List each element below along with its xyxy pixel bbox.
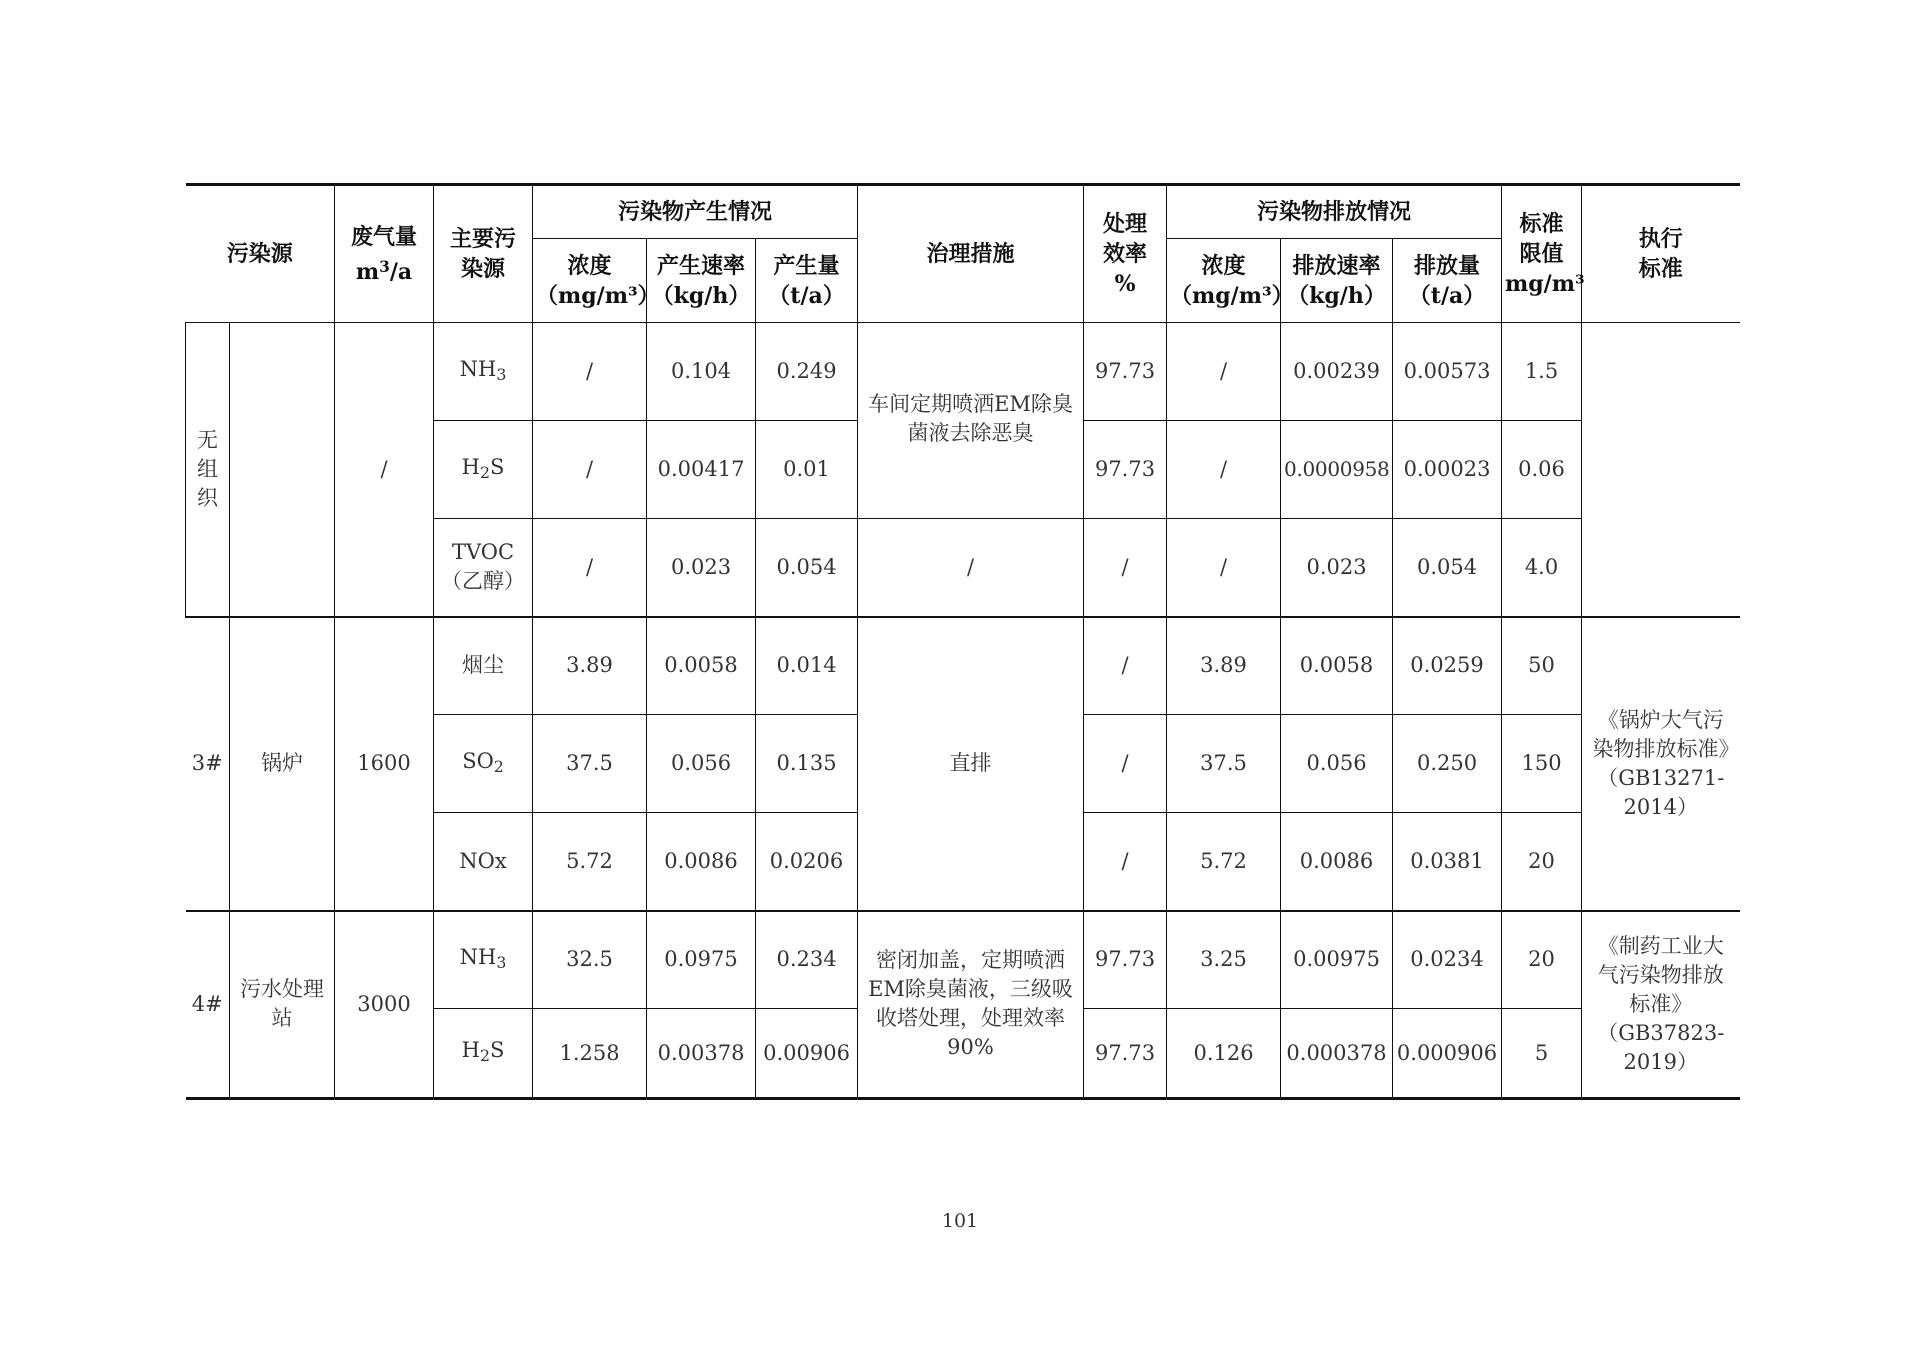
pollutant-cell [434, 715, 533, 813]
emi-conc-cell: / [1167, 519, 1281, 617]
unorganized-measures: 车间定期喷洒EM除臭菌液去除恶臭 [858, 323, 1084, 519]
gen-amount-cell: 0.01 [756, 421, 858, 519]
emi-amount-cell: 0.0234 [1393, 911, 1502, 1009]
gen-amount-cell: 0.249 [756, 323, 858, 421]
pollutant-main: SO [462, 748, 494, 773]
header-emi-amount-unit: （t/a） [1408, 282, 1486, 309]
header-main-pollutant-line2: 染源 [461, 256, 506, 282]
efficiency-cell: 97.73 [1084, 1009, 1167, 1099]
gen-amount-cell: 0.00906 [756, 1009, 858, 1099]
emi-rate-cell: 0.0086 [1281, 813, 1393, 911]
emission-table [185, 183, 1740, 1100]
boiler-gas-volume: 1600 [335, 617, 434, 911]
efficiency-cell: 97.73 [1084, 421, 1167, 519]
header-efficiency-line2: 效率 [1103, 241, 1148, 267]
gen-rate-cell: 0.0058 [647, 617, 756, 715]
header-emi-rate-label: 排放速率 [1292, 252, 1381, 279]
limit-cell: 20 [1502, 813, 1582, 911]
pollutant-tail: S [490, 1038, 505, 1063]
header-efficiency [1084, 185, 1167, 323]
header-main-pollutant-line1: 主要污 [450, 226, 517, 252]
limit-cell: 50 [1502, 617, 1582, 715]
measures-cell: / [858, 519, 1084, 617]
gen-amount-cell: 0.054 [756, 519, 858, 617]
unorganized-standard-empty [1582, 323, 1740, 617]
gen-amount-cell: 0.234 [756, 911, 858, 1009]
gen-rate-cell: 0.00417 [647, 421, 756, 519]
efficiency-cell: 97.73 [1084, 911, 1167, 1009]
header-standard-line1: 执行 [1638, 226, 1683, 252]
gen-amount-cell: 0.0206 [756, 813, 858, 911]
header-main-pollutant [434, 185, 533, 323]
emi-amount-cell: 0.00573 [1393, 323, 1502, 421]
gen-amount-cell: 0.135 [756, 715, 858, 813]
header-limit-line3: mg/m³ [1505, 271, 1585, 297]
pollutant-cell: NOx [434, 813, 533, 911]
gen-rate-cell: 0.0086 [647, 813, 756, 911]
efficiency-cell: / [1084, 519, 1167, 617]
header-emi-amount-label: 排放量 [1414, 252, 1481, 279]
limit-cell: 20 [1502, 911, 1582, 1009]
emi-amount-cell: 0.0259 [1393, 617, 1502, 715]
header-limit [1502, 185, 1585, 323]
table-row [186, 911, 1740, 1009]
gen-conc-cell: 32.5 [533, 911, 647, 1009]
header-gen-amount-unit: （t/a） [768, 282, 845, 309]
emi-conc-cell: 0.126 [1167, 1009, 1281, 1099]
wastewater-measures: 密闭加盖，定期喷洒EM除臭菌液，三级吸收塔处理，处理效率90% [858, 911, 1084, 1099]
efficiency-cell: / [1084, 715, 1167, 813]
boiler-measures: 直排 [858, 617, 1084, 911]
header-emi-conc [1167, 239, 1294, 323]
emi-conc-cell: 3.89 [1167, 617, 1281, 715]
limit-cell: 1.5 [1502, 323, 1582, 421]
efficiency-cell: / [1084, 813, 1167, 911]
header-source: 污染源 [186, 185, 335, 323]
pollutant-cell [434, 323, 533, 421]
pollutant-cell [434, 519, 533, 617]
header-row-1 [186, 185, 1740, 239]
emi-conc-cell: 37.5 [1167, 715, 1281, 813]
gen-rate-cell: 0.0975 [647, 911, 756, 1009]
pollutant-sub: 2 [479, 462, 490, 482]
emi-rate-cell: 0.056 [1281, 715, 1393, 813]
pollutant-line1: TVOC [451, 540, 515, 565]
gen-conc-cell: 37.5 [533, 715, 647, 813]
header-emi-rate [1281, 239, 1393, 323]
header-generation-group: 污染物产生情况 [533, 185, 858, 239]
pollutant-main: H [461, 454, 480, 479]
header-limit-line1: 标准 [1519, 211, 1564, 237]
pollutant-cell [434, 421, 533, 519]
limit-cell: 0.06 [1502, 421, 1582, 519]
emi-rate-cell: 0.00975 [1281, 911, 1393, 1009]
header-gas-volume [335, 185, 434, 323]
table-row [186, 617, 1740, 715]
header-gas-volume-label: 废气量 [351, 223, 418, 250]
efficiency-cell: / [1084, 617, 1167, 715]
header-gen-rate [647, 239, 756, 323]
gen-amount-cell: 0.014 [756, 617, 858, 715]
boiler-name: 锅炉 [230, 617, 335, 911]
emi-rate-cell: 0.0000958 [1281, 421, 1393, 519]
header-gas-volume-unit: m [355, 258, 380, 285]
boiler-id: 3# [186, 617, 230, 911]
emi-rate-cell: 0.00239 [1281, 323, 1393, 421]
header-efficiency-line1: 处理 [1103, 211, 1148, 237]
header-emission-group: 污染物排放情况 [1167, 185, 1502, 239]
pollutant-cell [434, 911, 533, 1009]
header-gas-volume-unit-tail: /a [389, 258, 413, 285]
header-gen-amount-label: 产生量 [773, 252, 840, 279]
gen-conc-cell: 1.258 [533, 1009, 647, 1099]
pollutant-main: NH [459, 356, 497, 381]
header-gen-rate-label: 产生速率 [657, 252, 746, 279]
gen-rate-cell: 0.00378 [647, 1009, 756, 1099]
emi-conc-cell: / [1167, 421, 1281, 519]
gen-conc-cell: / [533, 421, 647, 519]
page-number: 101 [941, 1210, 979, 1232]
pollutant-sub: 3 [496, 952, 507, 972]
pollutant-cell [434, 1009, 533, 1099]
unorganized-label-text: 无组织 [197, 427, 218, 510]
wastewater-name-text: 污水处理站 [240, 977, 324, 1031]
header-limit-line2: 限值 [1519, 241, 1564, 267]
header-efficiency-line3: % [1114, 271, 1136, 297]
pollutant-tail: S [490, 454, 505, 479]
emi-rate-cell: 0.023 [1281, 519, 1393, 617]
emi-conc-cell: / [1167, 323, 1281, 421]
header-emi-conc-label: 浓度 [1201, 252, 1246, 279]
gen-rate-cell: 0.023 [647, 519, 756, 617]
gen-conc-cell: 5.72 [533, 813, 647, 911]
gen-rate-cell: 0.104 [647, 323, 756, 421]
limit-cell: 4.0 [1502, 519, 1582, 617]
boiler-standard: 《锅炉大气污染物排放标准》（GB13271-2014） [1582, 617, 1740, 911]
pollutant-sub: 2 [479, 1045, 490, 1065]
header-gen-conc-label: 浓度 [567, 252, 612, 279]
emi-conc-cell: 3.25 [1167, 911, 1281, 1009]
emi-rate-cell: 0.0058 [1281, 617, 1393, 715]
efficiency-cell: 97.73 [1084, 323, 1167, 421]
header-gas-volume-exp: 3 [379, 257, 390, 276]
pollutant-sub: 3 [496, 364, 507, 384]
gen-rate-cell: 0.056 [647, 715, 756, 813]
header-emi-rate-unit: （kg/h） [1287, 282, 1386, 309]
pollutant-line2: （乙醇） [441, 569, 526, 594]
header-emi-amount [1393, 239, 1502, 323]
header-standard [1582, 185, 1740, 323]
limit-cell: 5 [1502, 1009, 1582, 1099]
pollutant-main: NH [459, 944, 497, 969]
emi-amount-cell: 0.054 [1393, 519, 1502, 617]
wastewater-gas-volume: 3000 [335, 911, 434, 1099]
table-row [186, 323, 1740, 421]
wastewater-name [230, 911, 335, 1099]
gen-conc-cell: 3.89 [533, 617, 647, 715]
gen-conc-cell: / [533, 519, 647, 617]
gen-conc-cell: / [533, 323, 647, 421]
header-emi-conc-unit: （mg/m³） [1170, 282, 1294, 309]
unorganized-gas-volume: / [335, 323, 434, 617]
header-measures: 治理措施 [858, 185, 1084, 323]
unorganized-label [186, 323, 230, 617]
emi-amount-cell: 0.00023 [1393, 421, 1502, 519]
emi-amount-cell: 0.000906 [1393, 1009, 1502, 1099]
emi-rate-cell: 0.000378 [1281, 1009, 1393, 1099]
emi-conc-cell: 5.72 [1167, 813, 1281, 911]
header-standard-line2: 标准 [1638, 256, 1683, 282]
header-gen-conc [533, 239, 660, 323]
pollutant-main: H [461, 1038, 480, 1063]
header-gen-rate-unit: （kg/h） [651, 282, 751, 309]
wastewater-id: 4# [186, 911, 230, 1099]
wastewater-standard: 《制药工业大气污染物排放标准》（GB37823-2019） [1582, 911, 1740, 1099]
header-gen-conc-unit: （mg/m³） [536, 282, 660, 309]
unorganized-name-empty [230, 323, 335, 617]
pollutant-sub: 2 [493, 756, 504, 776]
pollutant-cell: 烟尘 [434, 617, 533, 715]
emi-amount-cell: 0.250 [1393, 715, 1502, 813]
limit-cell: 150 [1502, 715, 1582, 813]
header-gen-amount [756, 239, 858, 323]
emi-amount-cell: 0.0381 [1393, 813, 1502, 911]
